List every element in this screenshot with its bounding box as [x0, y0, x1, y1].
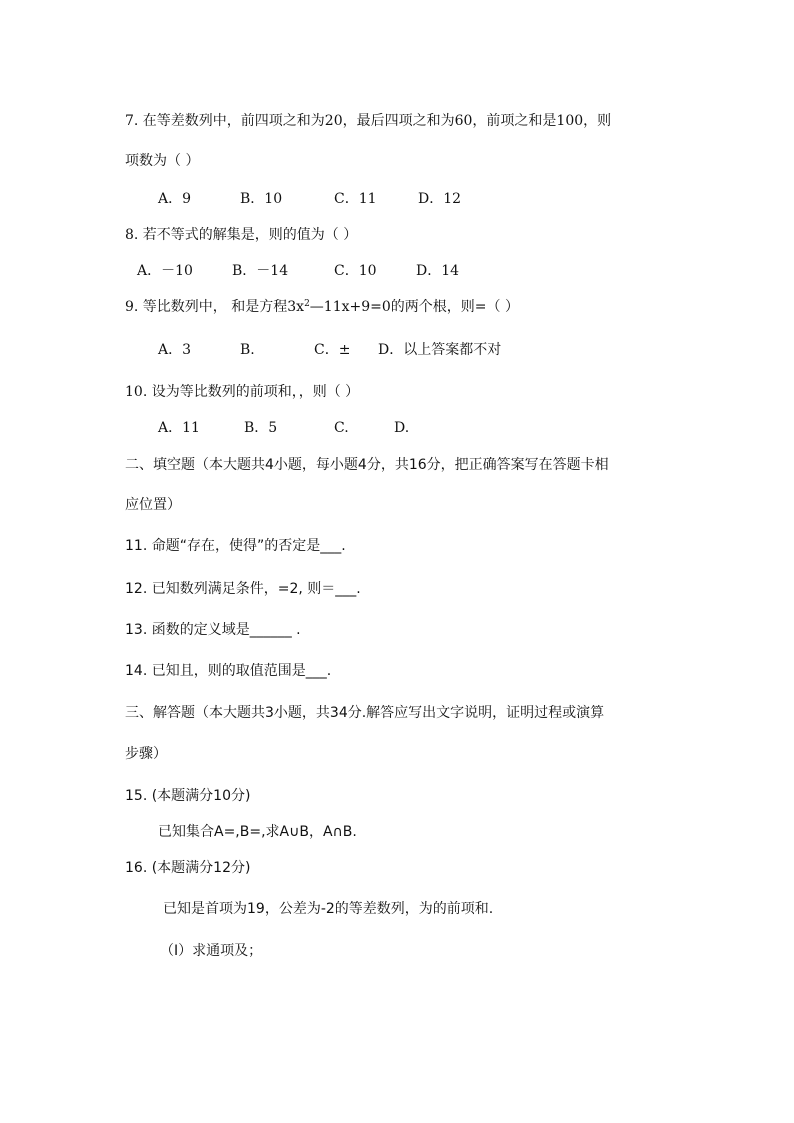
- q8-option-a: A．－10: [137, 263, 193, 279]
- q7-option-b: B．10: [240, 191, 283, 207]
- q10-option-a: A．11: [158, 420, 200, 436]
- q9-option-c: C．±: [314, 342, 351, 358]
- q16-header: 16. (本题满分12分): [125, 860, 251, 876]
- section3-heading-line2: 步骤）: [125, 746, 167, 762]
- q16-part1: （Ⅰ）求通项及；: [160, 943, 263, 959]
- q7-stem-line1: 7. 在等差数列中，前四项之和为20，最后四项之和为60，前项之和是100，则: [125, 113, 612, 129]
- q16-body: 已知是首项为19，公差为-2的等差数列，为的前项和.: [163, 901, 494, 917]
- q8-option-b: B．－14: [232, 263, 289, 279]
- q8-option-c: C．10: [334, 263, 377, 279]
- q10-option-b: B．5: [244, 420, 278, 436]
- section3-heading-line1: 三、解答题（本大题共3小题，共34分.解答应写出文字说明，证明过程或演算: [125, 705, 605, 721]
- q14: 14. 已知且，则的取值范围是___.: [125, 663, 332, 679]
- q15-body: 已知集合A=,B=,求A∪B，A∩B.: [158, 824, 357, 840]
- q10-stem: 10. 设为等比数列的前项和，，则（ ）: [125, 384, 360, 400]
- section2-heading-line2: 应位置）: [125, 497, 181, 513]
- q11: 11. 命题“存在，使得”的否定是___.: [125, 538, 346, 554]
- q8-stem: 8. 若不等式的解集是，则的值为（ ）: [125, 227, 358, 243]
- q10-option-c: C.: [334, 420, 349, 436]
- q10-option-d: D.: [394, 420, 410, 436]
- q8-option-d: D．14: [416, 263, 460, 279]
- q7-option-c: C．11: [334, 191, 377, 207]
- q9-option-d: D．以上答案都不对: [378, 342, 502, 358]
- q9-option-b: B.: [240, 342, 255, 358]
- q15-header: 15. (本题满分10分): [125, 788, 251, 804]
- q9-option-a: A．3: [158, 342, 192, 358]
- q9-stem-superscript: 2: [304, 299, 310, 309]
- section2-heading-line1: 二、填空题（本大题共4小题，每小题4分，共16分，把正确答案写在答题卡相: [125, 457, 609, 473]
- q9-stem-post: —11x+9=0的两个根，则=（ ）: [309, 299, 519, 315]
- q9-stem: [125, 298, 519, 316]
- q7-option-a: A．9: [158, 191, 192, 207]
- q7-option-d: D．12: [418, 191, 462, 207]
- q12: 12. 已知数列满足条件，=2, 则＝___.: [125, 581, 361, 597]
- q13: 13. 函数的定义域是______ .: [125, 622, 301, 638]
- q7-stem-line2: 项数为（ ）: [125, 153, 200, 169]
- q9-stem-pre: 9. 等比数列中， 和是方程3x: [125, 299, 305, 315]
